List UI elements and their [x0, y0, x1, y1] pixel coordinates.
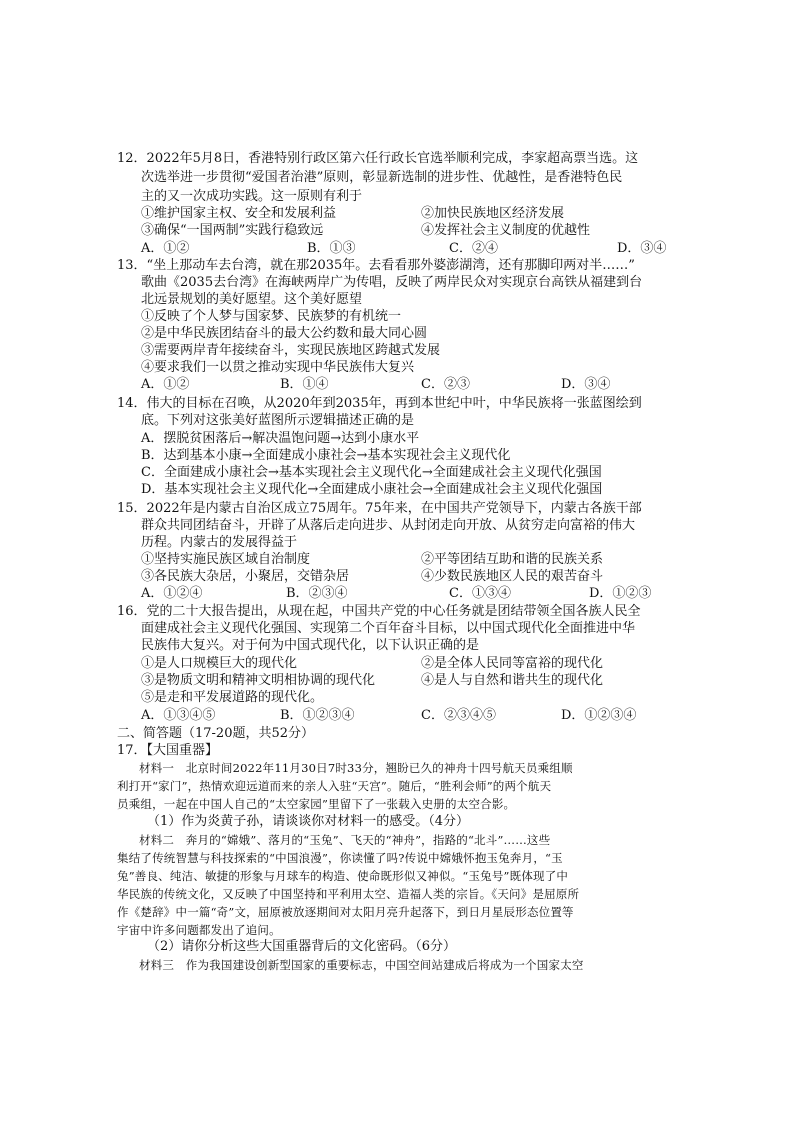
q12-statement-3: ③确保“一国两制”实践行稳致远 — [141, 223, 324, 238]
q12-statement-1: ①维护国家主权、安全和发展利益 — [141, 206, 337, 221]
q17-material2-line-2: 集结了传统智慧与科技探索的“中国浪漫”，你读懂了吗?传说中嫦娥怀抱玉兔奔月，“玉 — [117, 851, 563, 865]
q16-choice-d: D．①②③④ — [561, 708, 637, 723]
q17-material2-line-5: 作《楚辞》中一篇“奇”文，屈原被放逐期间对太阳月亮升起落下，到日月星辰形态位置等 — [117, 905, 574, 919]
q14-choice-d: D．基本实现社会主义现代化→全面建成小康社会→全面建成社会主义现代化强国 — [141, 482, 603, 497]
q16-statement-3: ③是物质文明和精神文明相协调的现代化 — [141, 673, 376, 688]
q12-choice-a: A．①② — [141, 241, 190, 256]
q12-choice-b: B．①③ — [307, 241, 356, 256]
q15-line-1: 15．2022年是内蒙古自治区成立75周年。75年来，在中国共产党领导下，内蒙古各族干部 — [117, 501, 642, 516]
q12-statement-4: ④发挥社会主义制度的优越性 — [421, 223, 591, 238]
q13-statement-3: ③需要两岸青年接续奋斗，实现民族地区跨越式发展 — [141, 343, 441, 358]
q13-choice-a: A．①② — [141, 377, 190, 392]
q16-statement-5: ⑤是走和平发展道路的现代化。 — [141, 690, 324, 705]
q12-choice-d: D．③④ — [617, 241, 667, 256]
q14-choice-b: B．达到基本小康→全面建成小康社会→基本实现社会主义现代化 — [141, 448, 511, 463]
q13-choice-b: B．①④ — [280, 377, 329, 392]
q13-line-2: 歌曲《2035去台湾》在海峡两岸广为传唱，反映了两岸民众对实现京台高铁从福建到台 — [141, 275, 643, 290]
q13-statement-4: ④要求我们一以贯之推动实现中华民族伟大复兴 — [141, 360, 415, 375]
q13-statement-1: ①反映了个人梦与国家梦、民族梦的有机统一 — [141, 309, 402, 324]
q17-material2-line-4: 华民族的传统文化，又反映了中国坚持和平利用太空、造福人类的宗旨。《天问》是屈原所 — [117, 887, 580, 901]
q16-line-2: 面建成社会主义现代化强国、实现第二个百年奋斗目标，以中国式现代化全面推进中华 — [141, 621, 636, 636]
q15-statement-2: ②平等团结互助和谐的民族关系 — [421, 552, 604, 567]
q15-choice-a: A．①②④ — [141, 586, 203, 601]
q12-line-2: 次选举进一步贯彻“爱国者治港”原则，彰显新选制的进步性、优越性，是香港特色民 — [141, 170, 623, 185]
q13-choice-d: D．③④ — [561, 377, 611, 392]
q13-line-3: 北远景规划的美好愿望。这个美好愿望 — [141, 292, 363, 307]
q15-statement-4: ④少数民族地区人民的艰苦奋斗 — [421, 569, 604, 584]
q14-line-2: 底。下列对这张美好蓝图所示逻辑描述正确的是 — [141, 413, 415, 428]
q15-line-2: 群众共同团结奋斗，开辟了从落后走向进步、从封闭走向开放、从贫穷走向富裕的伟大 — [141, 518, 636, 533]
q17-subquestion-1: （1）作为炎黄子孙，请谈谈你对材料一的感受。（4分） — [147, 814, 470, 829]
q12-line-3: 主的又一次成功实践。这一原则有利于 — [141, 189, 363, 204]
q13-statement-2: ②是中华民族团结奋斗的最大公约数和最大同心圆 — [141, 326, 428, 341]
q17-material1-line-2: 利打开“家门”，热情欢迎远道而来的亲人入驻“天宫”。随后，“胜利会师”的两个航天 — [117, 779, 552, 793]
q14-line-1: 14．伟大的目标在召唤，从2020年到2035年，再到本世纪中叶，中华民族将一张蓝图绘到 — [117, 396, 642, 411]
q15-line-3: 历程。内蒙古的发展得益于 — [141, 535, 298, 550]
q16-choice-a: A．①③④⑤ — [141, 708, 216, 723]
q17-material1-line-1: 材料一 北京时间2022年11月30日7时33分，翘盼已久的神舟十四号航天员乘组顺 — [139, 761, 573, 775]
q17-subquestion-2: （2）请你分析这些大国重器背后的文化密码。（6分） — [147, 939, 457, 954]
q15-choice-c: C．①③④ — [449, 586, 511, 601]
q14-choice-a: A．摆脱贫困落后→解决温饱问题→达到小康水平 — [141, 431, 420, 446]
q12-statement-2: ②加快民族地区经济发展 — [421, 206, 565, 221]
q15-statement-1: ①坚持实施民族区域自治制度 — [141, 552, 311, 567]
q16-statement-4: ④是人与自然和谐共生的现代化 — [421, 673, 604, 688]
q17-material3-line-1: 材料三 作为我国建设创新型国家的重要标志，中国空间站建成后将成为一个国家太空 — [139, 958, 584, 972]
q16-statement-2: ②是全体人民同等富裕的现代化 — [421, 656, 604, 671]
q17-material1-line-3: 员乘组，一起在中国人自己的“太空家园”里留下了一张载入史册的太空合影。 — [117, 797, 516, 811]
q14-choice-c: C．全面建成小康社会→基本实现社会主义现代化→全面建成社会主义现代化强国 — [141, 465, 602, 480]
q17-material2-line-6: 宇宙中许多问题都发出了追问。 — [117, 923, 281, 937]
q13-choice-c: C．②③ — [421, 377, 470, 392]
q16-line-1: 16．党的二十大报告提出，从现在起，中国共产党的中心任务就是团结带领全国各族人民全 — [117, 604, 641, 619]
q15-statement-3: ③各民族大杂居，小聚居，交错杂居 — [141, 569, 350, 584]
q16-choice-c: C．②③④⑤ — [421, 708, 496, 723]
q15-choice-d: D．①②③ — [589, 586, 652, 601]
q12-line-1: 12．2022年5月8日，香港特别行政区第六任行政长官选举顺利完成，李家超高票当选。这 — [117, 151, 639, 166]
q16-statement-1: ①是人口规模巨大的现代化 — [141, 656, 298, 671]
q17-title: 17．【大国重器】 — [117, 743, 219, 758]
q17-material2-line-3: 兔”善良、纯洁、敏捷的形象与月球车的构造、使命既形似又神似。“玉兔号”既体现了中 — [117, 869, 569, 883]
q17-material2-line-1: 材料二 奔月的“嫦娥”、落月的“玉兔”、飞天的“神舟”，指路的“北斗”……这些 — [139, 833, 551, 847]
q12-choice-c: C．②④ — [449, 241, 498, 256]
section-heading: 二、简答题（17-20题，共52分） — [117, 726, 315, 741]
q13-line-1: 13．“坐上那动车去台湾，就在那2035年。去看看那外婆澎湖湾，还有那脚印两对半……” — [117, 258, 635, 273]
q16-line-3: 民族伟大复兴。对于何为中国式现代化，以下认识正确的是 — [141, 638, 480, 653]
q16-choice-b: B．①②③④ — [280, 708, 355, 723]
q15-choice-b: B．②③④ — [286, 586, 348, 601]
